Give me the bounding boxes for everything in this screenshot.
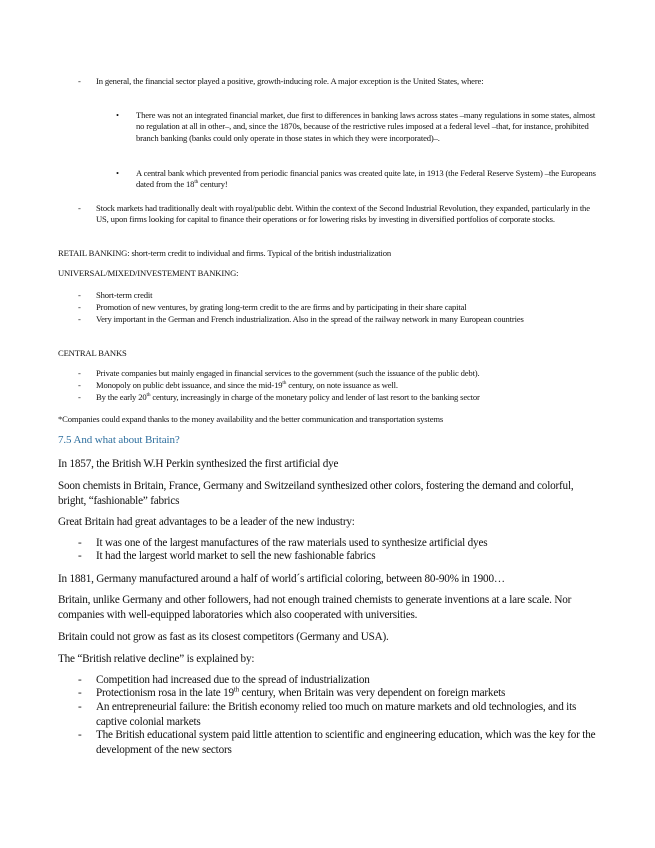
list-item-text: By the early 20th century, increasingly in charge of the monetary policy and lender of last resort to the banking sector (96, 392, 480, 402)
list-item (78, 728, 598, 757)
list-item-text: Protectionism rosa in the late 19th century, when Britain was very dependent on foreign markets (96, 685, 506, 699)
dash-marker: - (78, 203, 81, 213)
list-item-text: It had the largest world market to sell the new fashionable fabrics (96, 550, 376, 562)
bullet-marker: • (116, 168, 119, 178)
universal-banking-title: UNIVERSAL/MIXED/INVESTEMENT BANKING: (58, 268, 239, 278)
list-item-text: Private companies but mainly engaged in financial services to the government (such the issuance of the public debt). (96, 368, 480, 378)
bullet-marker: • (116, 110, 119, 120)
companies-note: *Companies could expand thanks to the money availability and the better communication and transportation systems (58, 414, 444, 424)
paragraph-perkin: In 1857, the British W.H Perkin synthesized the first artificial dye (58, 458, 339, 470)
list-item-text: Short-term credit (96, 290, 153, 300)
list-item (78, 314, 568, 325)
list-item (78, 392, 598, 403)
dash-marker: - (78, 314, 81, 324)
list-item-text: Very important in the German and French industrialization. Also in the spread of the railway network in many European countries (96, 314, 524, 324)
dash-marker: - (78, 550, 82, 562)
list-item-text: Promotion of new ventures, by grating long-term credit to the are firms and by participating in their share capital (96, 302, 467, 312)
list-item-text: A central bank which prevented from periodic financial panics was created quite late, in 1913 (the Federal Reserve System) –the Europeans dated from the 18th century! (136, 168, 596, 190)
dash-marker: - (78, 76, 81, 86)
dash-marker: - (78, 687, 82, 699)
dash-marker: - (78, 701, 82, 713)
list-item-text: In general, the financial sector played a positive, growth-inducing role. A major exception is the United States, where: (96, 76, 484, 86)
list-item (78, 686, 598, 701)
dash-marker: - (78, 290, 81, 300)
dash-marker: - (78, 302, 81, 312)
list-item (78, 203, 598, 226)
dash-marker: - (78, 368, 81, 378)
list-item (78, 302, 598, 313)
list-item-text: There was not an integrated financial market, due first to differences in banking laws across states –many regulations in some states, almost no regulation at all in other–, and, since the 1870s, because of the restrictive rules imposed at a federal level –that, for instance, prohibited branch banking (banks could only operate in those states in which they were incorporated)–. (136, 110, 596, 143)
paragraph-germany-1881: In 1881, Germany manufactured around a half of world´s artificial coloring, between 80-90% in 1900… (58, 573, 505, 585)
paragraph-chemists: Soon chemists in Britain, France, Germany and Switzeiland synthesized other colors, fostering the demand and colorful, bright, “fashionable” fabrics (58, 480, 574, 507)
retail-banking-paragraph: RETAIL BANKING: short-term credit to individual and firms. Typical of the british industrialization (58, 248, 392, 258)
list-item (116, 110, 598, 144)
dash-marker: - (78, 392, 81, 402)
paragraph-decline-intro: The “British relative decline” is explained by: (58, 653, 255, 665)
list-item (116, 168, 598, 191)
list-item (78, 549, 598, 564)
list-item-text: Stock markets had traditionally dealt with royal/public debt. Within the context of the Second Industrial Revolution, they expanded, particularly in the US, upon firms looking for capital to finance their operations or for lowering risks by investing in diversified portfolios of corporate stocks. (96, 203, 590, 225)
list-item (78, 380, 598, 391)
central-banks-title: CENTRAL BANKS (58, 348, 127, 358)
list-item-text: Competition had increased due to the spread of industrialization (96, 674, 370, 686)
dash-marker: - (78, 674, 82, 686)
dash-marker: - (78, 380, 81, 390)
list-item-text: An entrepreneurial failure: the British economy relied too much on mature markets and old technologies, and its captive colonial markets (96, 701, 577, 728)
list-item (78, 76, 598, 87)
list-item-text: Monopoly on public debt issuance, and since the mid-19th century, on note issuance as well. (96, 380, 398, 390)
paragraph-competitors: Britain could not grow as fast as its closest competitors (Germany and USA). (58, 631, 389, 643)
dash-marker: - (78, 729, 82, 741)
list-item (78, 368, 598, 379)
list-item (78, 290, 598, 301)
list-item (78, 700, 598, 729)
paragraph-advantages-intro: Great Britain had great advantages to be a leader of the new industry: (58, 516, 355, 528)
section-heading: 7.5 And what about Britain? (58, 434, 180, 446)
dash-marker: - (78, 537, 82, 549)
list-item-text: The British educational system paid little attention to scientific and engineering education, which was the key for the development of the new sectors (96, 729, 596, 756)
list-item-text: It was one of the largest manufactures of the raw materials used to synthesize artificial dyes (96, 537, 488, 549)
paragraph-trained-chemists: Britain, unlike Germany and other followers, had not enough trained chemists to generate inventions at a lare scale. Nor companies with well-equipped laboratories which also cooperated with universities. (58, 594, 572, 621)
